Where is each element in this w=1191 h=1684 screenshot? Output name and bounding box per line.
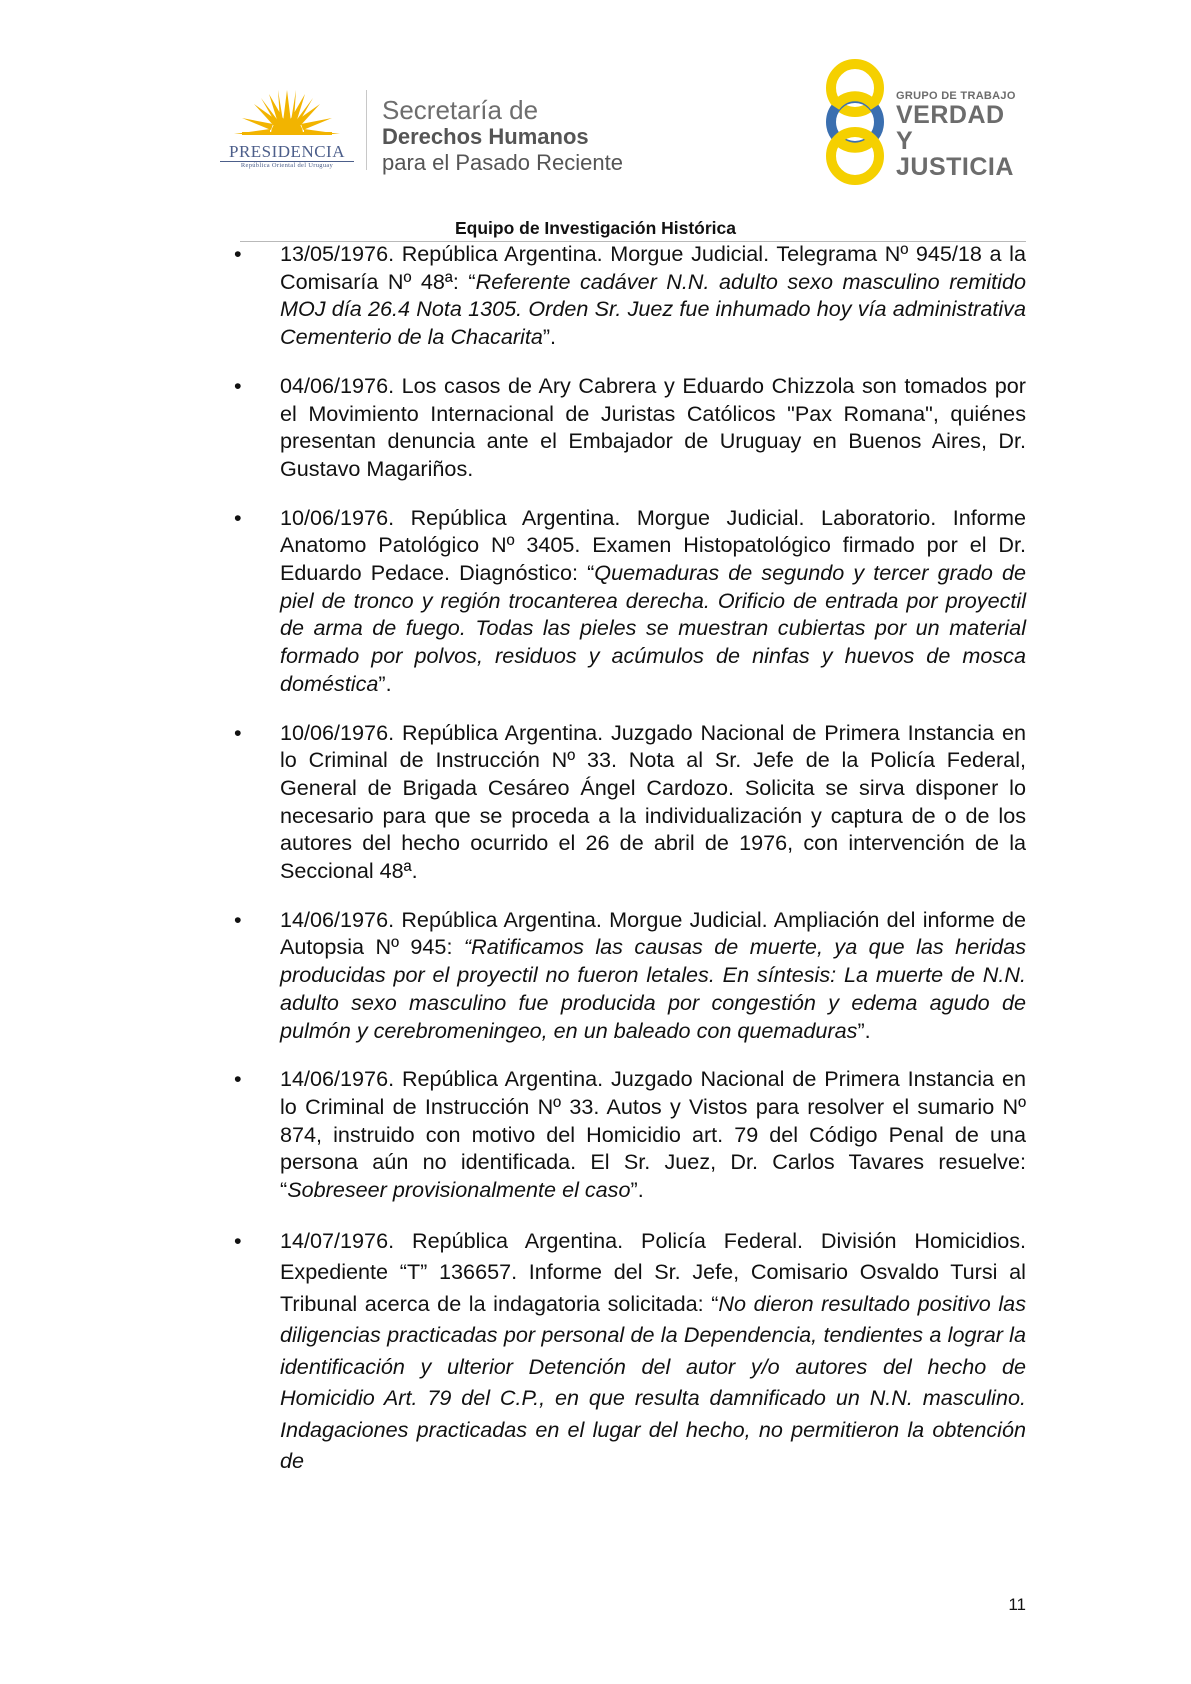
team-title: Equipo de Investigación Histórica (454, 218, 737, 238)
entry-plain-text: 04/06/1976. Los casos de Ary Cabrera y Eduardo Chizzola son tomados por el Movimiento Internacional de Juristas Católicos "Pax Romana", quiénes presentan denuncia ante el Embajador de Uruguay en Buenos Aires, Dr. Gustavo Magariños. (280, 372, 1026, 481)
bullet-marker: • (234, 241, 242, 266)
chronology-entry (234, 504, 1026, 698)
entry-plain-text: 14/07/1976. República Argentina. Policía Federal. División Homicidios. Expediente “T” 136657. Informe del Sr. Jefe, Comisario Osvaldo Tursi al Tribunal acerca de la indagatoria solicitada: “ (280, 1227, 1026, 1316)
entry-text (280, 719, 1026, 885)
entry-plain-text: 13/05/1976. República Argentina. Morgue Judicial. Telegrama Nº 945/18 a la Comisaría Nº 48ª: “ (280, 241, 1026, 294)
entry-plain-text: ”. (542, 324, 557, 350)
entry-plain-text: 14/06/1976. República Argentina. Morgue Judicial. Ampliación del informe de Autopsia Nº 945: (280, 906, 1026, 960)
entry-quote: Sobreseer provisionalmente el caso (287, 1177, 631, 1203)
entry-text (280, 372, 1026, 483)
verdad-label: VERDAD Y (896, 101, 1005, 155)
document-header (0, 0, 1191, 238)
entry-text (280, 240, 1026, 351)
entry-quote: “Ratificamos las causas de muerte, ya que las heridas producidas por el proyectil no fueron letales. En síntesis: La muerte de N.N. adulto sexo masculino fue producida por congestión y edema agudo de pulmón y cerebromeningeo, en un baleado con quemaduras (280, 934, 1027, 1043)
secretaria-line-1: Secretaría de (382, 95, 539, 125)
entry-plain-text: ”. (378, 670, 392, 696)
chronology-entry (234, 372, 1026, 483)
entry-plain-text: 10/06/1976. República Argentina. Morgue Judicial. Laboratorio. Informe Anatomo Patológico Nº 3405. Examen Histopatológico firmado por el Dr. Eduardo Pedace. Diagnóstico: “ (280, 504, 1026, 586)
entry-quote: No dieron resultado positivo las diligencias practicadas por personal de la Dependencia, tendientes a lograr la identificación y ulterior Detención del autor y/o autores del hecho de Homicidio Art. 79 del C.P., en que resulta damnificado un N.N. masculino. Indagaciones practicadas en el lugar del hecho, no permitieron la obtención de (280, 1290, 1026, 1474)
entry-text (280, 1225, 1026, 1477)
page-number: 11 (1008, 1595, 1026, 1614)
verdad-justicia-logo (820, 58, 1020, 186)
entry-plain-text: 10/06/1976. República Argentina. Juzgado Nacional de Primera Instancia en lo Criminal de Instrucción Nº 33. Nota al Sr. Jefe de la Policía Federal, General de Brigada Cesáreo Ángel Cardozo. Solicita se sirva disponer lo necesario para que se proceda a la individualización y captura de o de los autores del hecho ocurrido el 26 de abril de 1976, con intervención de la Seccional 48ª. (280, 719, 1026, 884)
bullet-marker: • (234, 719, 242, 745)
bullet-marker: • (234, 1066, 242, 1092)
sun-emblem-icon (212, 88, 362, 144)
entry-text (280, 504, 1026, 698)
presidencia-subtitle: República Oriental del Uruguay (240, 162, 334, 169)
chronology-entry (234, 240, 1026, 351)
chronology-entry (234, 1225, 1026, 1477)
grupo-label: GRUPO DE TRABAJO (896, 90, 1016, 102)
entry-plain-text: ”. (630, 1177, 644, 1203)
bullet-marker: • (234, 372, 242, 398)
verdad-justicia-wordmark (896, 90, 1020, 180)
entry-text (280, 906, 1026, 1045)
bullet-marker: • (234, 1227, 242, 1253)
presidencia-logo (212, 88, 362, 174)
entry-plain-text: ”. (857, 1017, 871, 1043)
entry-quote: Quemaduras de segundo y tercer grado de piel de tronco y región trocanterea derecha. Orificio de entrada por proyectil de arma de fuego. Todas las pieles se muestran cubiertas por un material formado por polvos, residuos y acúmulos de ninfas y huevos de mosca doméstica (280, 560, 1026, 696)
bullet-marker: • (234, 504, 242, 530)
bullet-marker: • (234, 906, 242, 932)
secretaria-wordmark (382, 96, 623, 176)
entry-text (280, 1065, 1026, 1204)
chronology-entry (234, 906, 1026, 1045)
chronology-entry (234, 719, 1026, 885)
interlocking-rings-icon (820, 58, 890, 186)
secretaria-line-3: para el Pasado Reciente (382, 150, 623, 175)
secretaria-line-2: Derechos Humanos (382, 124, 589, 149)
entry-plain-text: 14/06/1976. República Argentina. Juzgado Nacional de Primera Instancia en lo Criminal de Instrucción Nº 33. Autos y Vistos para resolver el sumario Nº 874, instruido con motivo del Homicidio art. 79 del Código Penal de una persona aún no identificada. El Sr. Juez, Dr. Carlos Tavares resuelve: “ (280, 1066, 1026, 1203)
presidencia-wordmark: PRESIDENCIA (228, 142, 345, 161)
justicia-label: JUSTICIA (896, 153, 1014, 181)
document-body (234, 240, 1026, 1498)
entry-quote: Referente cadáver N.N. adulto sexo masculino remitido MOJ día 26.4 Nota 1305. Orden Sr. Juez fue inhumado hoy vía administrativa Cementerio de la Chacarita (280, 268, 1026, 350)
chronology-entry (234, 1065, 1026, 1204)
header-separator (366, 90, 367, 170)
